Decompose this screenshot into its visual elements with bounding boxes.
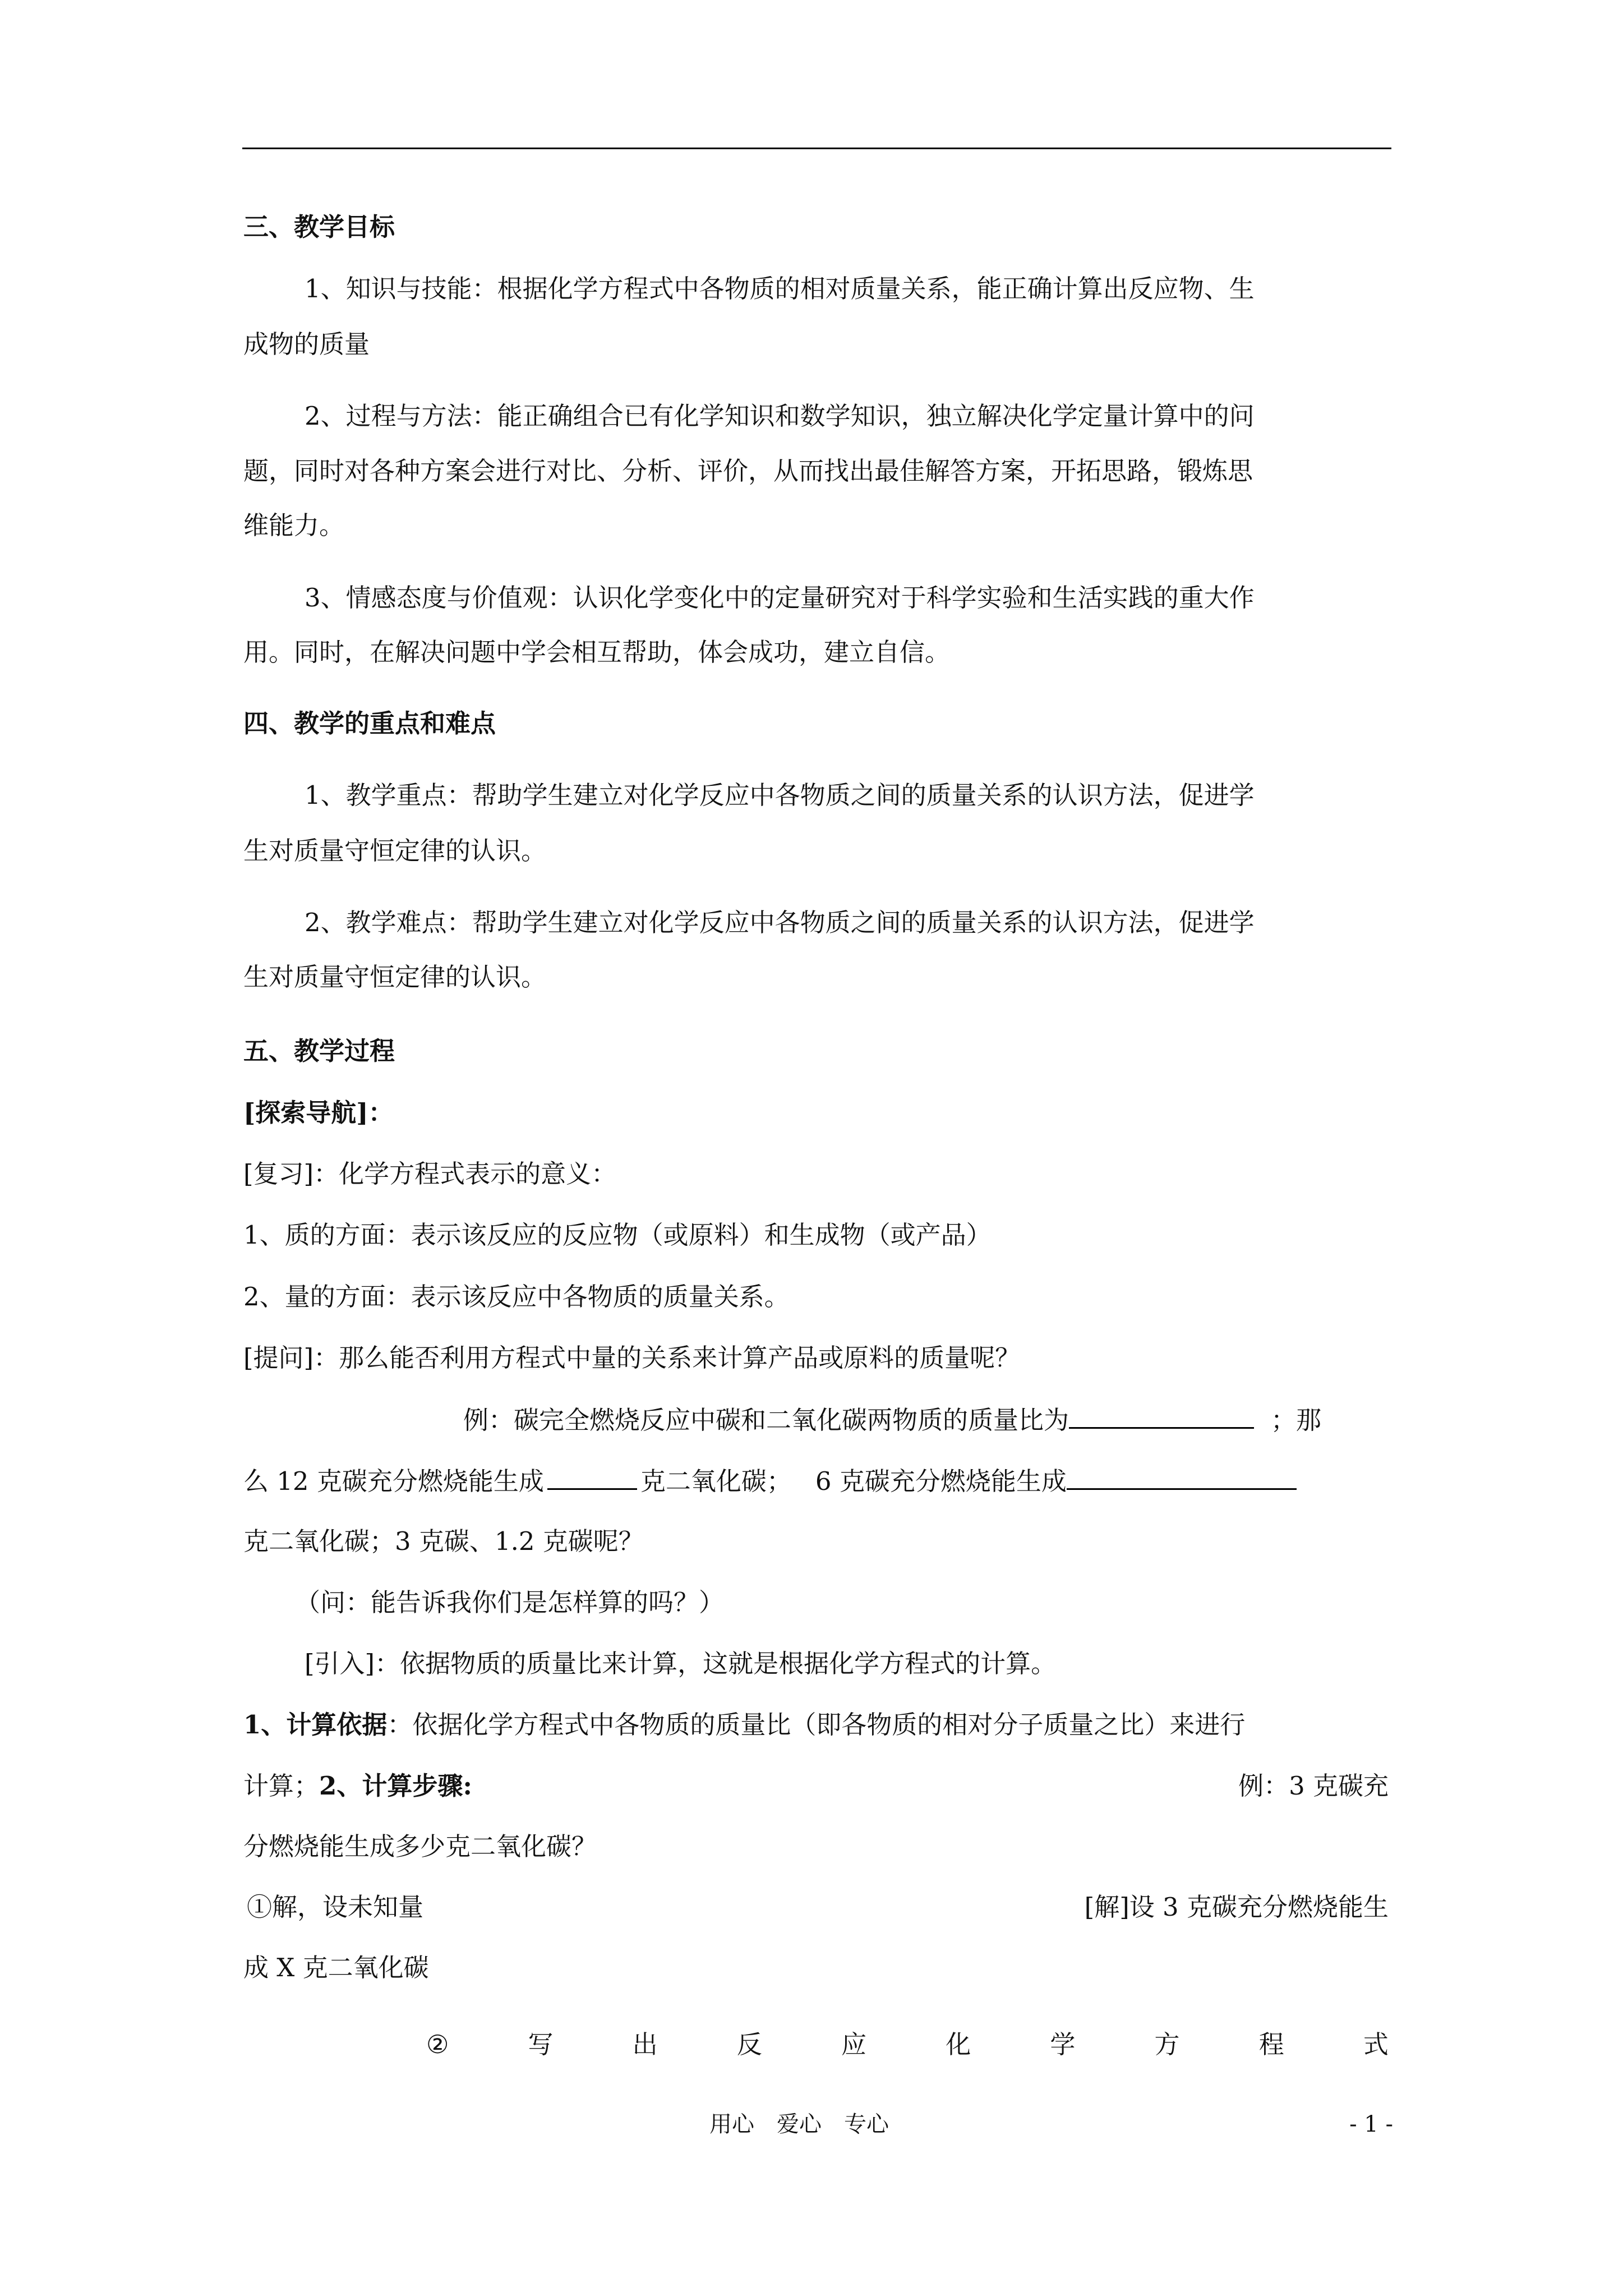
example-text-end: ；那 xyxy=(1271,1405,1322,1435)
review-item-2: 2、量的方面：表示该反应中各物质的质量关系。 xyxy=(243,1282,790,1312)
paragraph-line: 用。同时，在解决问题中学会相互帮助，体会成功，建立自信。 xyxy=(243,637,951,667)
review-item-1: 1、质的方面：表示该反应的反应物（或原料）和生成物（或产品） xyxy=(243,1220,992,1250)
paragraph-line: 1、教学重点：帮助学生建立对化学反应中各物质之间的质量关系的认识方法，促进学 xyxy=(305,780,1255,810)
calc-text: 计算； xyxy=(243,1771,320,1801)
fill-blank xyxy=(1067,1464,1297,1490)
paragraph-line: 生对质量守恒定律的认识。 xyxy=(243,836,547,866)
step-2-char: 学 xyxy=(1050,2030,1076,2059)
fill-blank xyxy=(547,1464,637,1490)
paragraph-line: 题，同时对各种方案会进行对比、分析、评价，从而找出最佳解答方案，开拓思路，锻炼思 xyxy=(243,456,1253,486)
paragraph-line: 1、知识与技能：根据化学方程式中各物质的相对质量关系，能正确计算出反应物、生 xyxy=(305,274,1255,303)
solution-start: [解]设 3 克碳充分燃烧能生 xyxy=(1084,1892,1389,1922)
paragraph-line: 3、情感态度与价值观：认识化学变化中的定量研究对于科学实验和生活实践的重大作 xyxy=(305,583,1255,613)
intro-line: [引入]：依据物质的质量比来计算，这就是根据化学方程式的计算。 xyxy=(305,1649,1057,1678)
step-2-spread xyxy=(426,2028,1389,2062)
step-2-char: 出 xyxy=(632,2030,658,2059)
calc-steps-colon: : xyxy=(463,1771,472,1801)
step-2-char: 写 xyxy=(528,2030,554,2059)
review-line: [复习]：化学方程式表示的意义： xyxy=(243,1159,617,1189)
example-2-start: 例：3 克碳充 xyxy=(1238,1771,1389,1801)
paragraph-line: 维能力。 xyxy=(243,510,345,540)
footer-motto: 用心 爱心 专心 xyxy=(709,2111,889,2137)
example-text: 克二氧化碳； xyxy=(640,1466,792,1496)
step-2-char: 式 xyxy=(1363,2030,1389,2059)
step-2-char: 化 xyxy=(946,2030,971,2059)
fill-blank xyxy=(1069,1402,1254,1429)
example-text: 例：碳完全燃烧反应中碳和二氧化碳两物质的质量比为 xyxy=(463,1405,1069,1435)
explore-label: [探索导航]： xyxy=(243,1098,394,1128)
question-aside: （问：能告诉我你们是怎样算的吗？） xyxy=(295,1588,725,1617)
step-2-char: 应 xyxy=(841,2030,867,2059)
calc-steps-label: 2、计算步骤 xyxy=(319,1771,463,1801)
step-2-char: ② xyxy=(426,2030,449,2059)
question-line: [提问]：那么能否利用方程式中量的关系来计算产品或原料的质量呢？ xyxy=(243,1343,1021,1373)
paragraph-line: 成物的质量 xyxy=(243,329,370,359)
paragraph-line: 生对质量守恒定律的认识。 xyxy=(243,962,547,992)
example-text: 6 克碳充分燃烧能生成 xyxy=(815,1466,1067,1496)
paragraph-line: 2、过程与方法：能正确组合已有化学知识和数学知识，独立解决化学定量计算中的问 xyxy=(305,401,1255,431)
section-heading-key-points: 四、教学的重点和难点 xyxy=(243,708,496,738)
calc-basis-line xyxy=(0,1708,1623,1742)
example-line-3: 克二氧化碳；3 克碳、1.2 克碳呢？ xyxy=(243,1526,644,1556)
page-number: - 1 - xyxy=(1349,2111,1393,2137)
calc-basis-label: 1、计算依据 xyxy=(243,1710,388,1740)
step-1: ①解，设未知量 xyxy=(247,1892,424,1922)
example-line-2 xyxy=(0,1464,1623,1498)
step-2-char: 程 xyxy=(1258,2030,1284,2059)
section-heading-process: 五、教学过程 xyxy=(243,1036,395,1066)
example-text: 么 12 克碳充分燃烧能生成 xyxy=(243,1466,544,1496)
step-2-char: 方 xyxy=(1154,2030,1180,2059)
paragraph-line: 2、教学难点：帮助学生建立对化学反应中各物质之间的质量关系的认识方法，促进学 xyxy=(305,908,1255,937)
calc-basis-text: ：依据化学方程式中各物质的质量比（即各物质的相对分子质量之比）来进行 xyxy=(387,1710,1246,1740)
example-line-1 xyxy=(0,1402,1623,1437)
step-2-char: 反 xyxy=(736,2030,762,2059)
example-2-end: 分燃烧能生成多少克二氧化碳？ xyxy=(243,1832,597,1861)
section-heading-objectives: 三、教学目标 xyxy=(243,212,395,242)
solution-end: 成 X 克二氧化碳 xyxy=(243,1953,429,1982)
header-rule xyxy=(242,148,1391,149)
